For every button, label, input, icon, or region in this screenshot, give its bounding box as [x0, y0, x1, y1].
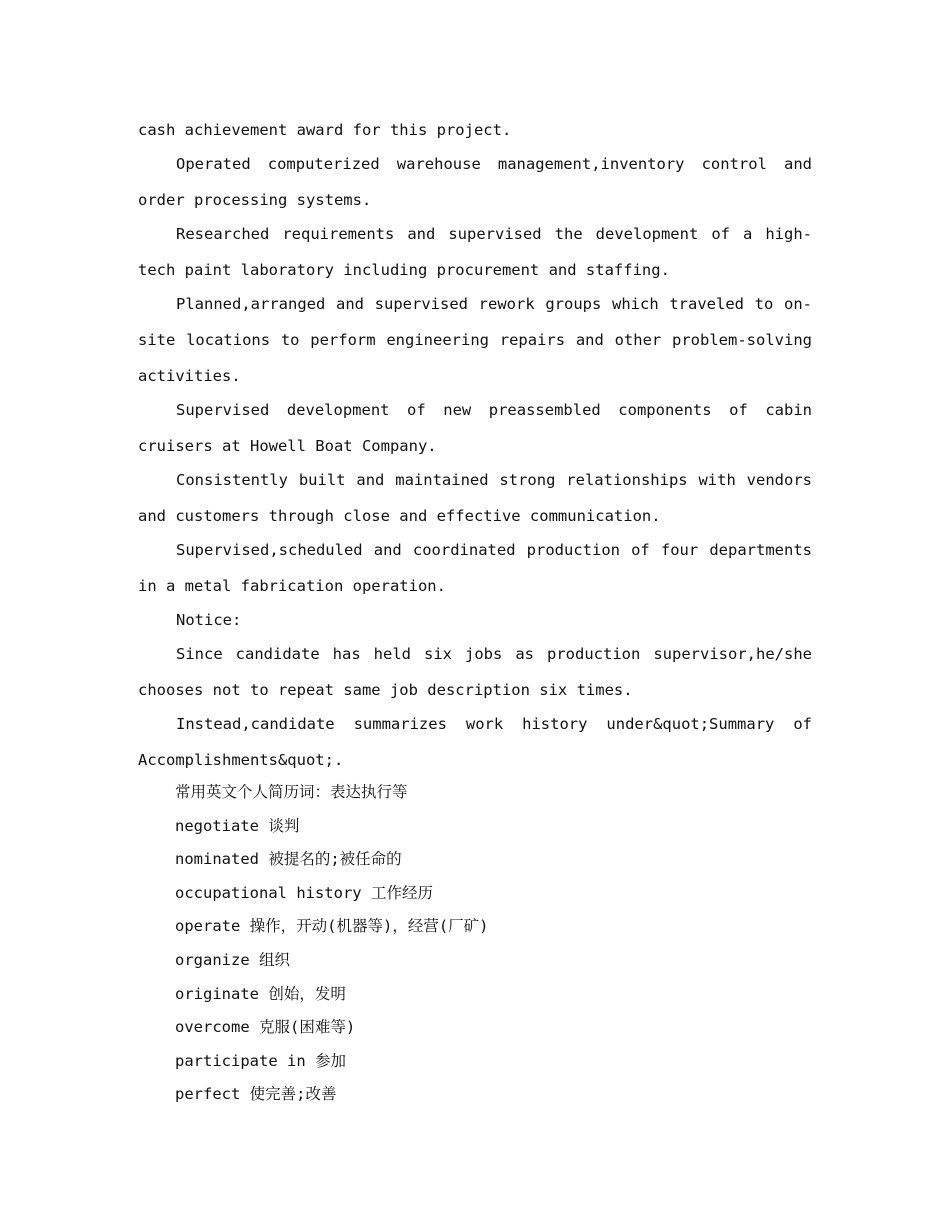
- vocab-item-organize: organize 组织: [175, 950, 290, 969]
- paragraph-notice-label: Notice:: [176, 611, 242, 629]
- paragraph-cabin-cruisers: Supervised development of new preassembled components of cabin cruisers at Howell Boat Company.: [138, 401, 812, 455]
- vocab-item-negotiate: negotiate 谈判: [175, 816, 300, 835]
- paragraph-paint-laboratory: Researched requirements and supervised the development of a high-tech paint laboratory including procurement and staffing.: [138, 225, 812, 279]
- vocab-heading: 常用英文个人简历词：表达执行等: [175, 783, 408, 801]
- paragraph-vendor-relationships: Consistently built and maintained strong relationships with vendors and customers through close and effective communication.: [138, 471, 812, 525]
- vocab-item-originate: originate 创始，发明: [175, 984, 346, 1003]
- vocab-item-overcome: overcome 克服(困难等): [175, 1018, 356, 1037]
- vocab-item-operate: operate 操作，开动(机器等)，经营(厂矿): [175, 917, 489, 936]
- paragraph-rework-groups: Planned,arranged and supervised rework groups which traveled to on-site locations to perform engineering repairs and other problem-solving activities.: [138, 295, 812, 385]
- vocab-item-perfect: perfect 使完善;改善: [175, 1085, 337, 1104]
- document-body: [138, 112, 812, 1112]
- paragraph-warehouse-systems: Operated computerized warehouse management,inventory control and order processing systems.: [138, 155, 812, 209]
- vocab-item-nominated: nominated 被提名的;被任命的: [175, 850, 402, 869]
- paragraph-six-jobs: Since candidate has held six jobs as production supervisor,he/she chooses not to repeat same job description six times.: [138, 645, 812, 699]
- paragraph-award-continuation: cash achievement award for this project.: [138, 121, 512, 139]
- vocab-item-occupational-history: occupational history 工作经历: [175, 883, 433, 902]
- paragraph-metal-fabrication: Supervised,scheduled and coordinated production of four departments in a metal fabrication operation.: [138, 541, 812, 595]
- vocab-item-participate-in: participate in 参加: [175, 1051, 346, 1070]
- paragraph-summary-of-accomplishments: Instead,candidate summarizes work history under&quot;Summary of Accomplishments&quot;.: [138, 715, 812, 769]
